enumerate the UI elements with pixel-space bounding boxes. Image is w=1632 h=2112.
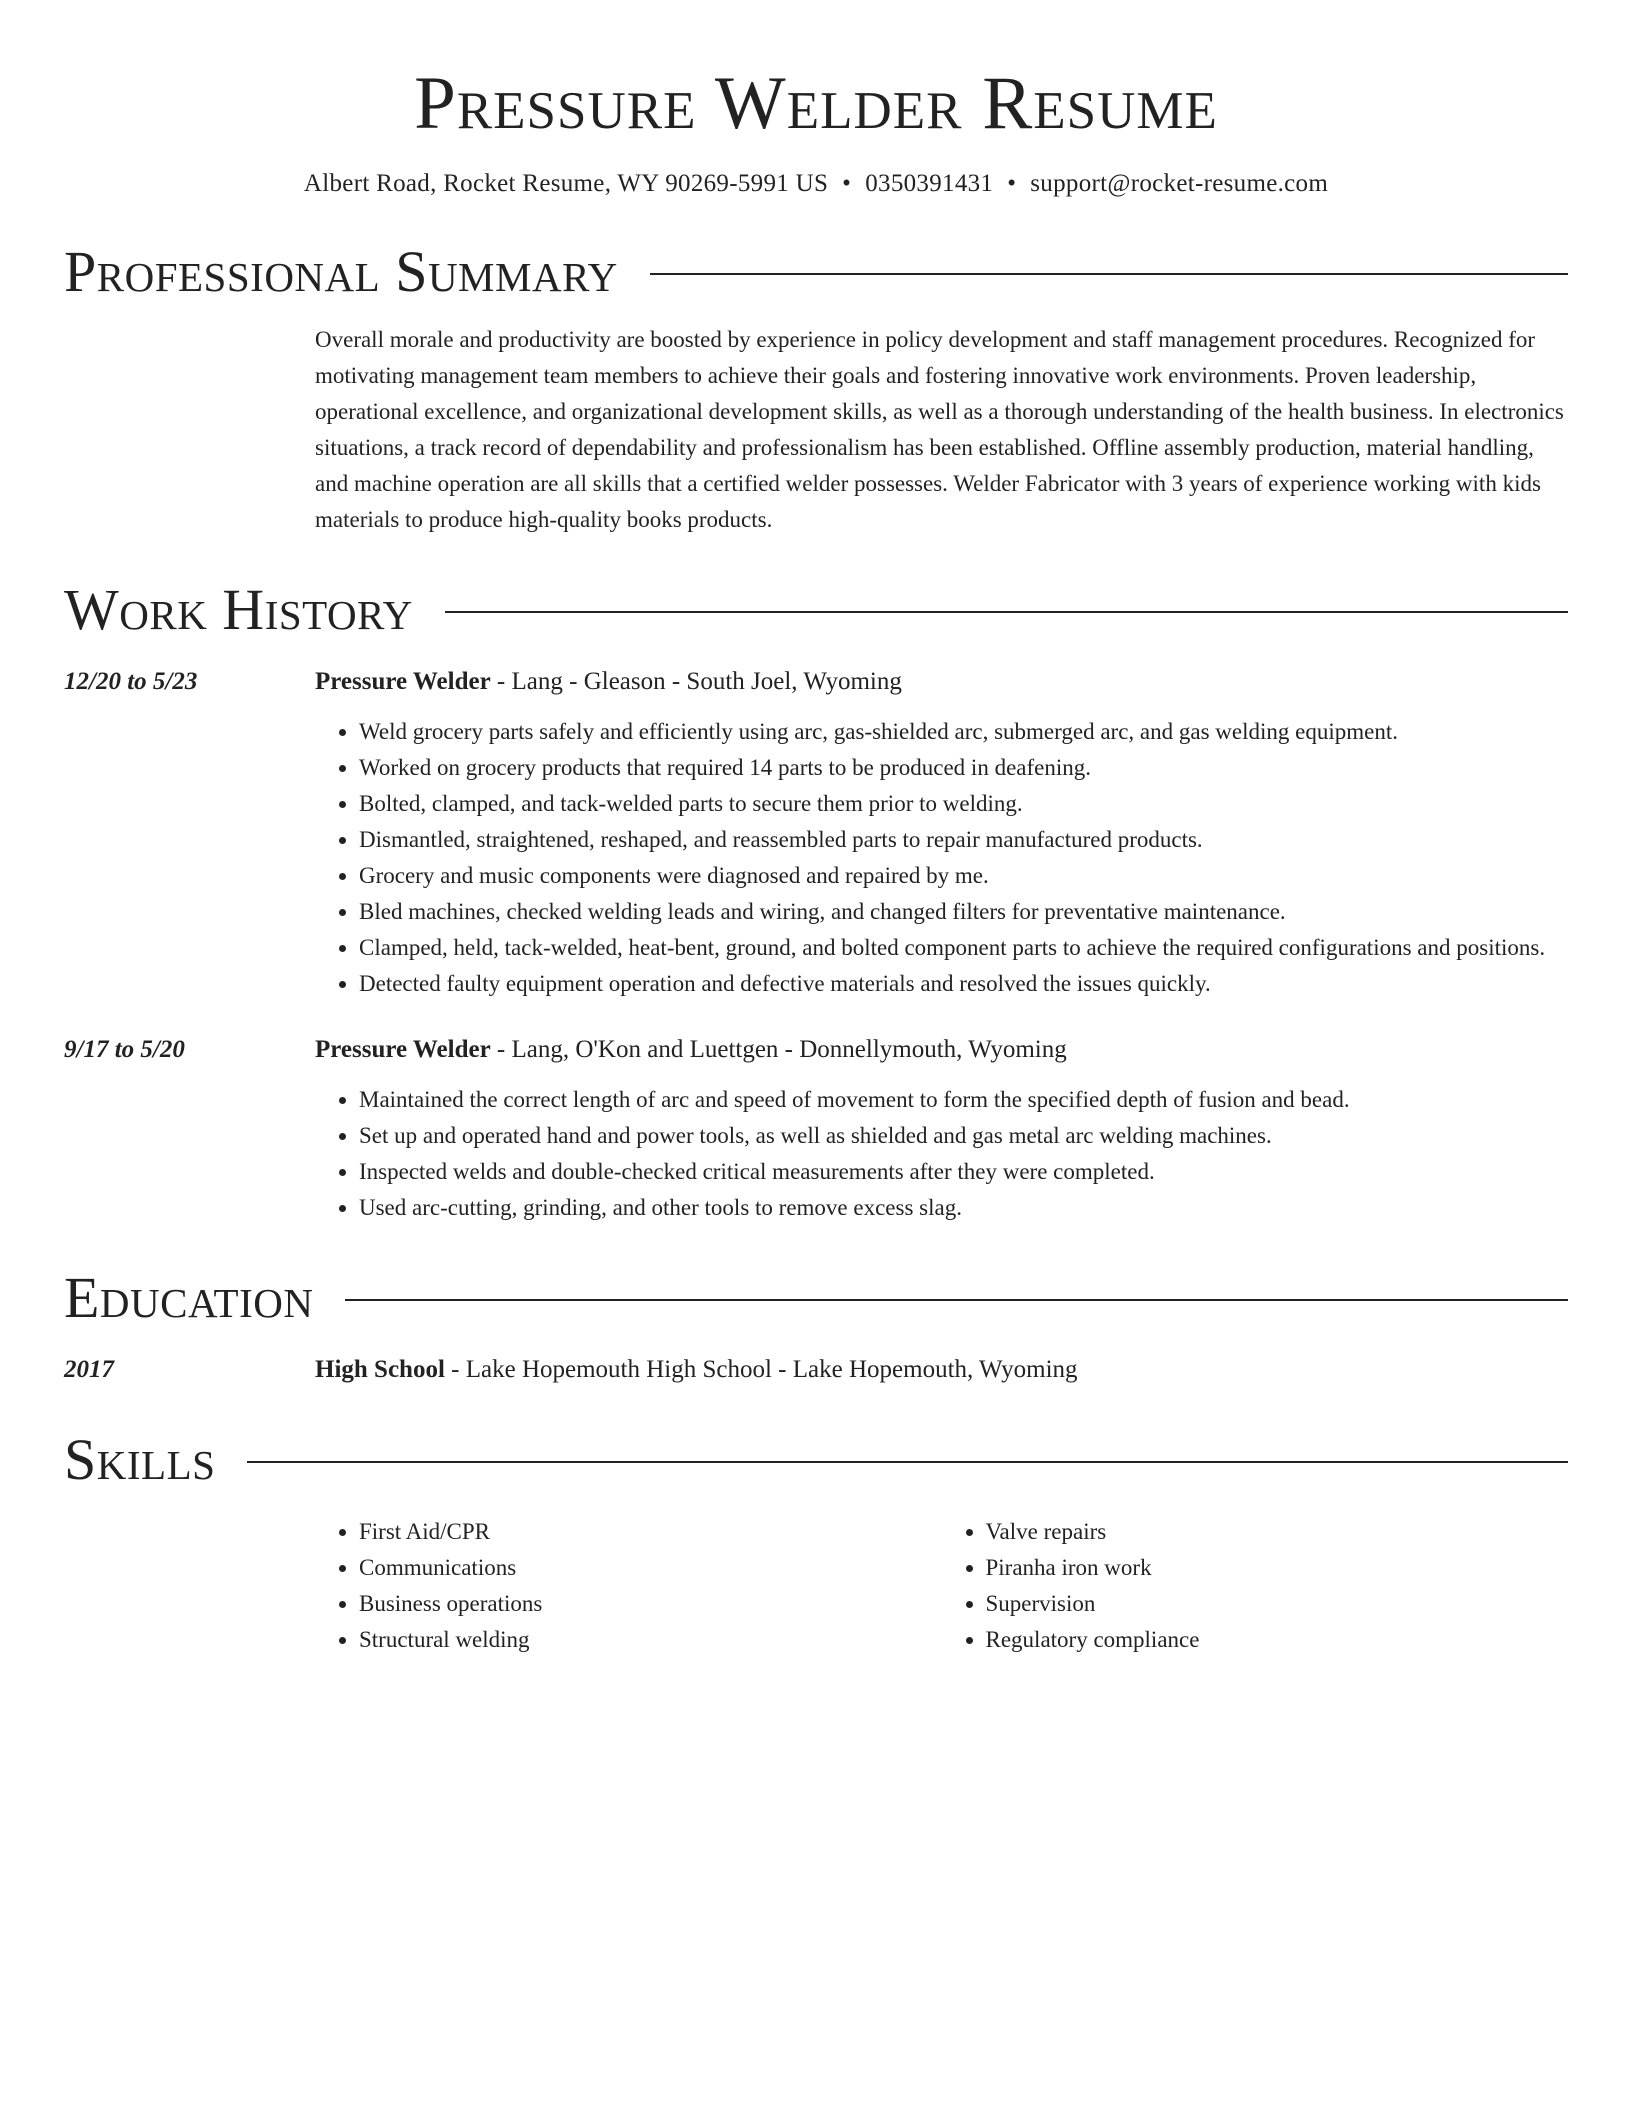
section-divider [247,1461,1568,1463]
summary-section-header [64,239,1568,304]
contact-phone: 0350391431 [865,170,994,197]
job-heading [315,664,1568,700]
job-bullet: • Dismantled, straightened, reshaped, and reassembled parts to repair manufactured products. [359,822,1568,858]
contact-line [64,168,1568,200]
job-bullet: • Inspected welds and double-checked critical measurements after they were completed. [359,1154,1568,1190]
skills-section-title: Skills [64,1427,216,1492]
section-divider [650,273,1568,275]
job-dates: 9/17 to 5/20 [64,1036,185,1063]
job-position: Pressure Welder [315,668,491,695]
skill-item: • Business operations [359,1586,942,1622]
job-bullet: • Set up and operated hand and power tools, as well as shielded and gas metal arc welding machines. [359,1118,1568,1154]
work-section-title: Work History [64,577,413,642]
contact-separator: • [1007,170,1017,197]
job-bullet: • Clamped, held, tack-welded, heat-bent, ground, and bolted component parts to achieve the required configurations and positions. [359,930,1568,966]
summary-section-title: Professional Summary [64,239,618,304]
skills-column-right [942,1514,1569,1658]
job-position: Pressure Welder [315,1036,491,1063]
contact-email: support@rocket-resume.com [1030,170,1329,197]
job-bullet: • Worked on grocery products that required 14 parts to be produced in deafening. [359,750,1568,786]
job-entry [64,664,1568,700]
section-divider [445,611,1568,613]
job-bullet: • Bolted, clamped, and tack-welded parts to secure them prior to welding. [359,786,1568,822]
job-entry [64,1032,1568,1068]
contact-separator: • [842,170,852,197]
education-section-header [64,1265,1568,1330]
skill-item: • Regulatory compliance [986,1622,1569,1658]
skill-item: • Structural welding [359,1622,942,1658]
skill-item: • First Aid/CPR [359,1514,942,1550]
education-school: - Lake Hopemouth High School - Lake Hopemouth, Wyoming [444,1356,1078,1383]
job-bullet: • Maintained the correct length of arc and speed of movement to form the specified depth of fusion and bead. [359,1082,1568,1118]
education-year: 2017 [64,1356,114,1383]
work-section-header [64,577,1568,642]
job-heading [315,1032,1568,1068]
job-bullet: • Detected faulty equipment operation and defective materials and resolved the issues quickly. [359,966,1568,1002]
section-divider [345,1299,1568,1301]
education-section-title: Education [64,1265,314,1330]
skills-list [315,1514,1568,1658]
job-dates: 12/20 to 5/23 [64,668,198,695]
job-employer: - Lang, O'Kon and Luettgen - Donnellymouth, Wyoming [490,1036,1067,1063]
job-bullet: • Bled machines, checked welding leads and wiring, and changed filters for preventative maintenance. [359,894,1568,930]
education-degree: High School [315,1356,445,1383]
education-entry [64,1352,1568,1388]
summary-text: Overall morale and productivity are boosted by experience in policy development and staff management procedures. Recognized for motivating management team members to achieve their goals and fostering innovative work environments. Proven leadership, operational excellence, and organizational development skills, as well as a thorough understanding of the health business. In electronics situations, a track record of dependability and professionalism has been established. Offline assembly production, material handling, and machine operation are all skills that a certified welder possesses. Welder Fabricator with 3 years of experience working with kids materials to produce high-quality books products. [315,327,1564,532]
job-bullets [315,1082,1568,1226]
job-bullet: • Weld grocery parts safely and efficiently using arc, gas-shielded arc, submerged arc, and gas welding equipment. [359,714,1568,750]
skill-item: • Valve repairs [986,1514,1569,1550]
skills-section-header [64,1427,1568,1492]
resume-title: Pressure Welder Resume [414,62,1218,145]
job-bullet: • Used arc-cutting, grinding, and other tools to remove excess slag. [359,1190,1568,1226]
skill-item: • Communications [359,1550,942,1586]
skill-item: • Piranha iron work [986,1550,1569,1586]
skill-item: • Supervision [986,1586,1569,1622]
education-heading [315,1352,1568,1388]
job-bullets [315,714,1568,1002]
job-bullet: • Grocery and music components were diagnosed and repaired by me. [359,858,1568,894]
resume-page [64,0,1568,1658]
skills-column-left [315,1514,942,1658]
job-employer: - Lang - Gleason - South Joel, Wyoming [490,668,902,695]
contact-address: Albert Road, Rocket Resume, WY 90269-5991 US [303,170,829,197]
